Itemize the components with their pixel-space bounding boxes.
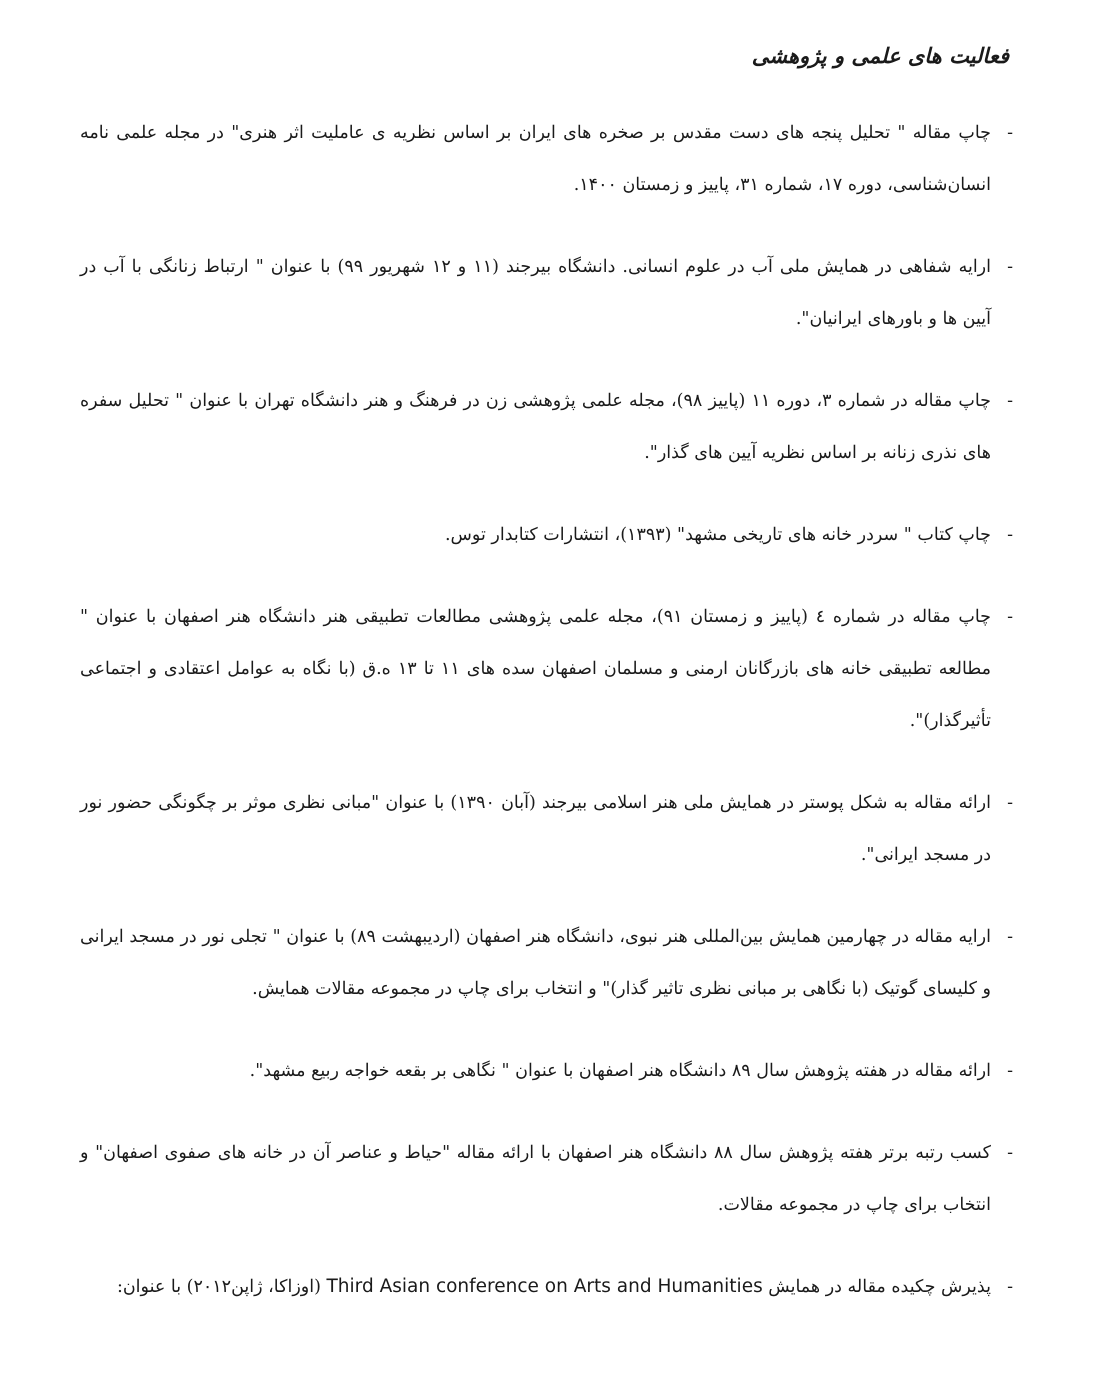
- activity-item-1: [80, 107, 1013, 211]
- activity-item-3: [80, 375, 1013, 479]
- list-dash: -: [1007, 607, 1013, 628]
- activity-item-2: [80, 241, 1013, 345]
- activity-text-before: پذیرش چکیده مقاله در همایش: [768, 1277, 991, 1298]
- activity-text: ارائه مقاله در هفته پژوهش سال ۸۹ دانشگاه هنر اصفهان با عنوان " نگاهی بر بقعه خواجه ربیع مشهد".: [249, 1061, 991, 1082]
- activity-text-after: (اوزاکا، ژاپن۲۰۱۲) با عنوان:: [116, 1277, 321, 1298]
- list-dash: -: [1007, 1277, 1013, 1298]
- activity-text: کسب رتبه برتر هفته پژوهش سال ۸۸ دانشگاه هنر اصفهان با ارائه مقاله "حیاط و عناصر آن در خانه های صفوی اصفهان" و انتخاب برای چاپ در مجموعه مقالات.: [80, 1143, 991, 1216]
- activity-text: چاپ کتاب " سردر خانه های تاریخی مشهد" (۱۳۹۳)، انتشارات کتابدار توس.: [444, 525, 991, 546]
- activity-text: چاپ مقاله در شماره ٤ (پاییز و زمستان ۹۱)، مجله علمی پژوهشی مطالعات تطبیقی هنر دانشگاه هنر اصفهان با عنوان " مطالعه تطبیقی خانه های بازرگانان ارمنی و مسلمان اصفهان سده های ۱۱ تا ۱۳ ه.ق (با نگاه به عوامل اعتقادی و اجتماعی تأثیرگذار)".: [80, 607, 992, 732]
- activity-text: چاپ مقاله در شماره ۳، دوره ۱۱ (پاییز ۹۸)، مجله علمی پژوهشی زن در فرهنگ و هنر دانشگاه تهران با عنوان " تحلیل سفره های نذری زنانه بر اساس نظریه آیین های گذار".: [80, 391, 992, 464]
- activity-text: ارایه شفاهی در همایش ملی آب در علوم انسانی. دانشگاه بیرجند (۱۱ و ۱۲ شهریور ۹۹) با عنوان " ارتباط زنانگی با آب در آیین ها و باورهای ایرانیان".: [80, 257, 991, 330]
- activity-text: ارایه مقاله در چهارمین همایش بین‌المللی هنر نبوی، دانشگاه هنر اصفهان (اردیبهشت ۸۹) با عنوان " تجلی نور در مسجد ایرانی و کلیسای گوتیک (با نگاهی بر مبانی نظری تاثیر گذار)" و انتخاب برای چاپ در مجموعه مقالات همایش.: [80, 927, 991, 1000]
- list-dash: -: [1007, 257, 1013, 278]
- activity-item-5: [80, 591, 1013, 747]
- activity-item-10: [80, 1261, 1013, 1313]
- activity-item-4: [80, 509, 1013, 561]
- list-dash: -: [1007, 391, 1013, 412]
- section-heading: فعالیت های علمی و پژوهشی: [751, 43, 1009, 68]
- activity-item-8: [80, 1045, 1013, 1097]
- list-dash: -: [1007, 927, 1013, 948]
- activity-item-7: [80, 911, 1013, 1015]
- activity-item-6: [80, 777, 1013, 881]
- list-dash: -: [1007, 123, 1013, 144]
- conference-name: Third Asian conference on Arts and Humanities: [326, 1276, 763, 1298]
- list-dash: -: [1007, 793, 1013, 814]
- list-dash: -: [1007, 525, 1013, 546]
- list-dash: -: [1007, 1143, 1013, 1164]
- activity-text: چاپ مقاله " تحلیل پنجه های دست مقدس بر صخره های ایران بر اساس نظریه ی عاملیت اثر هنری" در مجله علمی نامه انسان‌شناسی، دوره ۱۷، شماره ۳۱، پاییز و زمستان ۱۴۰۰.: [80, 123, 991, 196]
- activity-item-9: [80, 1127, 1013, 1231]
- list-dash: -: [1007, 1061, 1013, 1082]
- activity-text: ارائه مقاله به شکل پوستر در همایش ملی هنر اسلامی بیرجند (آبان ۱۳۹۰) با عنوان "مبانی نظری موثر بر چگونگی حضور نور در مسجد ایرانی".: [80, 793, 991, 866]
